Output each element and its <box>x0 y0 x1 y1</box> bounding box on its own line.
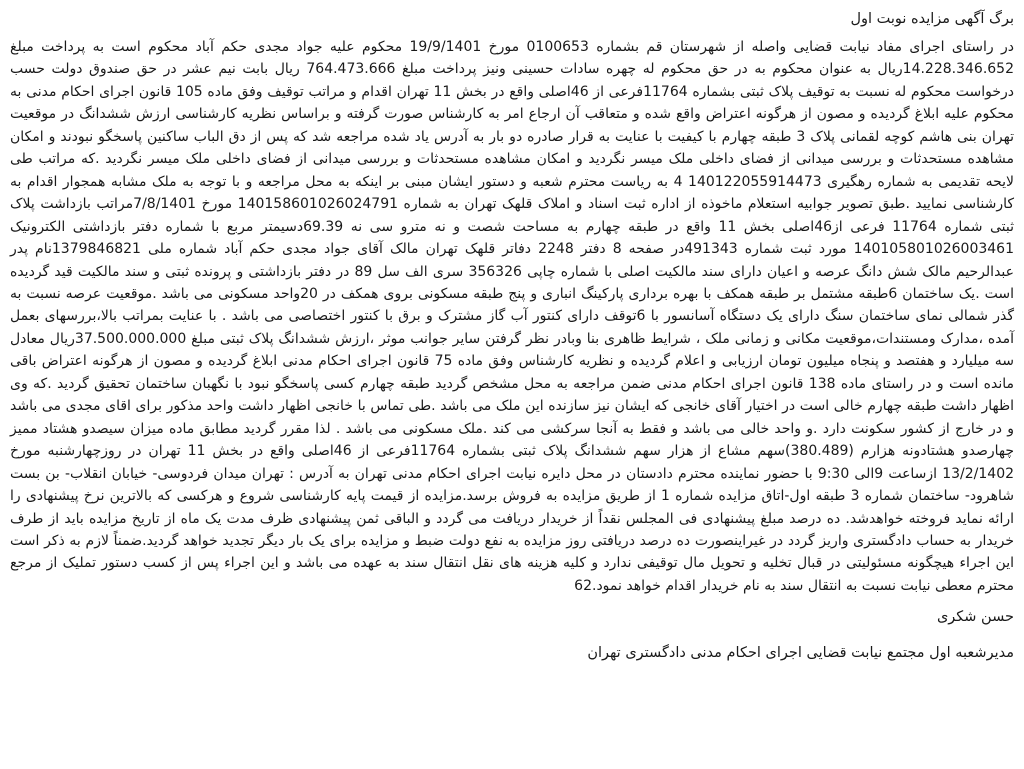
notice-title: برگ آگهی مزایده نوبت اول <box>850 11 1014 27</box>
signatory-department: مدیرشعبه اول مجتمع نیابت قضایی اجرای احکام مدنی دادگستری تهران <box>587 645 1014 662</box>
notice-body: در راستای اجرای مفاد نیابت قضایی واصله از شهرستان قم بشماره 0100653 مورخ 19/9/1401 محکوم علیه جواد مجدی حکم آباد محکوم است به پرداخت مبلغ 14.228.346.652ریال به عنوان محکوم به در حق محکوم له چهره سادات حسینی ونیز پرداخت مبلغ 764.473.666 ریال بابت نیم عشر در حق صندوق دولت حسب درخواست محکوم له نسبت به توقیف پلاک ثبتی بشماره 11764فرعی از 46اصلی واقع در بخش 11 تهران اقدام و مراتب توقیف وفق ماده 105 قانون اجرای احکام مدنی به محکوم علیه ابلاغ گردیده و مصون از هرگونه اعتراض واقع شده و متعاقب آن ارجاع امر به کارشناس صورت گرفته و براساس نظریه کارشناسی ارزش ششدانگ در موقعیت تهران بنی هاشم کوچه لقمانی پلاک 3 طبقه چهارم با کیفیت با عنایت به قرار صادره دو بار به آدرس یاد شده مراجعه شد که پس از دق الباب ساکنین پاسخگو نبودند و امکان مشاهده مستحدثات و بررسی میدانی از فضای داخلی ملک میسر نگردید و امکان مشاهده مستحدثات و بررسی میدانی از فضای داخلی ملک میسر نگردید .که مراتب طی لایحه تقدیمی به شماره رهگیری 140122055914473 4 به ریاست محترم شعبه و دستور ایشان مبنی بر اینکه به محل مراجعه و با توجه به ملک مشابه همجوار اقدام به کارشناسی نمایید .طبق تصویر جوابیه استعلام ماخوذه از اداره ثبت اسناد و املاک قلهک تهران به شماره 140158601026024791 مورخ 7/8/1401مراتب بازداشت پلاک ثبتی شماره 11764 فرعی از46اصلی بخش 11 واقع در طبقه چهارم به مساحت شصت و نه مترو سی نه 69.39دسیمتر مربع با شماره دفتر بازداشتی الکترونیک 140105801026003461 مورد ثبت شماره 491343در صفحه 8 دفتر 2248 دفاتر قلهک تهران مالک آقای جواد مجدی حکم آباد شماره ملی 1379846821نام پدر عبدالرحیم مالک شش دانگ عرصه و اعیان دارای سند مالکیت اصلی با شماره چاپی 356326 سری الف سل 89 در دفتر بازداشتی و پرونده ثبتی و سند مالکیت قید گردیده است .یک ساختمان 6طبقه مشتمل بر طبقه همکف با بهره برداری پارکینگ انباری و پنج طبقه مسکونی بروی همکف در 20واحد مسکونی می باشد .موقعیت عرصه نسبت به گذر شمالی نمای ساختمان سنگ دارای یک دستگاه آسانسور با 6توقف دارای کنتور آب گاز مشترک و برق با کنتور اختصاصی می باشد . با عنایت بمراتب بالا،بررسهای بعمل آمده ،مدارک ومستندات،موقعیت مکانی و زمانی ملک ، شرایط ظاهری بنا وبادر نظر گرفتن سایر جوانب موثر ،ارزش ششدانگ پلاک ثبتی مبلغ 37.500.000.000ریال معادل سه میلیارد و هفتصد و پنجاه میلیون تومان ارزیابی و اعلام گردیده و نظریه کارشناس وفق ماده 75 قانون اجرای احکام مدنی ابلاغ گردیده و مصون از هرگونه اعتراض باقی مانده است و در راستای ماده 138 قانون اجرای احکام مدنی ضمن مراجعه به محل مشخص گردید طبقه چهارم کسی پاسخگو نبود با نگهبان ساختمان تحقیق گردید .که وی اظهار داشت طبقه چهارم خالی است در اختیار آقای خانجی که ایشان نیز سازنده این ملک می باشد .طی تماس با خانجی اظهار داشت واحد مذکور برای اقای مجدی می باشد و در خارج از کشور سکونت دارد .و واحد خالی می باشد و فقط به آنجا سرکشی می کند .ملک مسکونی می باشد . لذا مقرر گردید مطابق ماده میزان سیصدو هشتاد ممیز چهارصدو هشتادونه هزارم (380.489)سهم مشاع از هزار سهم ششدانگ پلاک ثبتی بشماره 11764فرعی از 46اصلی واقع در بخش 11 تهران در روزچهارشنبه مورخ 13/2/1402 ازساعت 9الی 9:30 با حضور نماینده محترم دادستان در محل دایره نیابت اجرای احکام مدنی تهران به آدرس : تهران میدان فردوسی- خیابان انقلاب- بن بست شاهرود- ساختمان شماره 3 طبقه اول-اتاق مزایده شماره 1 از طریق مزایده به فروش برسد.مزایده از قیمت پایه کارشناسی شروع و هرکسی که بالاترین نرخ پیشنهادی را ارائه نماید فروخته خواهدشد. ده درصد مبلغ پیشنهادی فی المجلس نقداً از خریدار دریافت می گردد و الباقی ثمن پیشنهادی ظرف مدت یک ماه از تاریخ مزایده باید از طرف خریدار به حساب دادگستری واریز گردد در غیراینصورت ده درصد دریافتی روز مزایده به نفع دولت ضبط و مزایده برای یک بار دیگر تجدید خواهد گردید.ضمناً لازم به ذکر است این اجراء هیچگونه مسئولیتی در قبال تخلیه و تحویل مال توقیفی ندارد و کلیه هزینه های نقل انتقال سند به عهده می باشد و این اجراء پس از کسب دستور تملیک از مرجع محترم معطی نیابت نسبت به انتقال سند به نام خریدار اقدام خواهد نمود.62 <box>10 39 1015 594</box>
signatory-name: حسن شکری <box>936 609 1014 626</box>
